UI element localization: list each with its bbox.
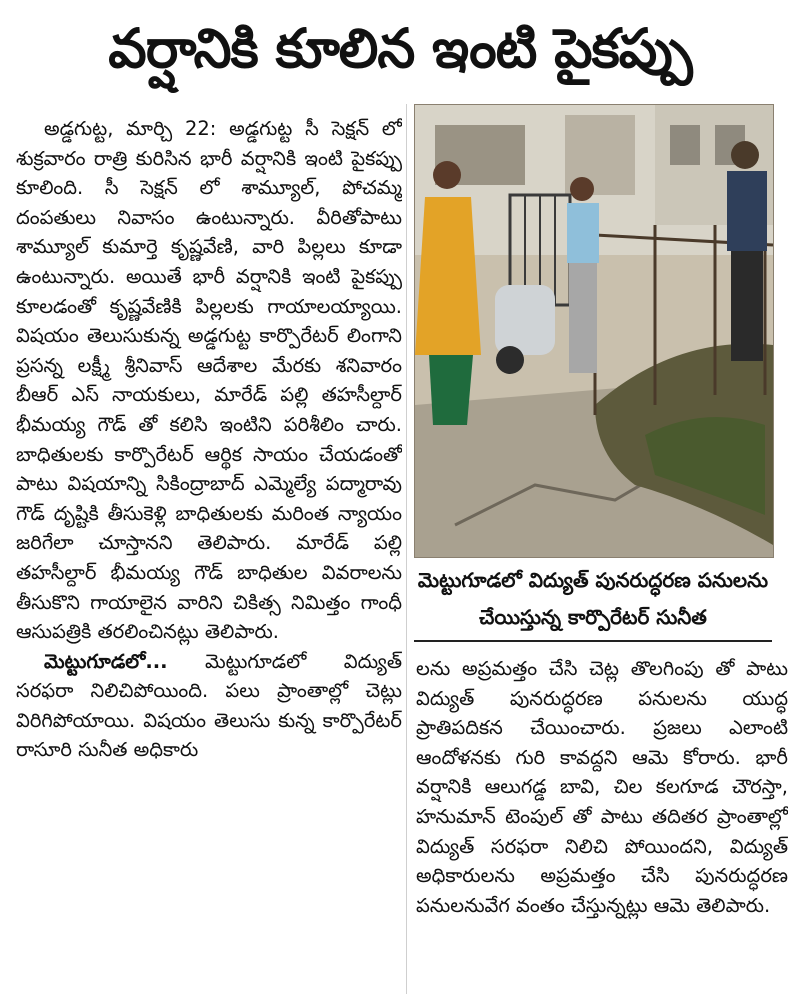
paragraph-2-lead: మెట్టుగూడలో... <box>44 649 168 673</box>
column-divider <box>406 104 407 994</box>
news-photo <box>414 104 774 558</box>
article-paragraph-1: అడ్డగుట్ట, మార్చి 22: అడ్డగుట్ట సీ సెక్షన్ లో శుక్రవారం రాత్రి కురిసిన భారీ వర్షానికి ఇంటి పైకప్పు కూలింది. సీ సెక్షన్ లో శామ్యూల్, పోచమ్మ దంపతులు నివాసం ఉంటున్నారు. వీరితోపాటు శామ్యూల్ కుమార్తె కృష్ణవేణి, వారి పిల్లలు కూడా ఉంటున్నారు. అయితే భారీ వర్షానికి ఇంటి పైకప్పు కూలడంతో కృష్ణవేణికి పిల్లలకు గాయాలయ్యాయి. విషయం తెలుసుకున్న అడ్డగుట్ట కార్పొరేటర్ లింగాని ప్రసన్న లక్ష్మీ శ్రీనివాస్ ఆదేశాల మేరకు శనివారం బీఆర్ ఎస్ నాయకులు, మారేడ్ పల్లి తహసీల్దార్ భీమయ్య గౌడ్ తో కలిసి ఇంటిని పరిశీలిం చారు. బాధితులకు కార్పొరేటర్ ఆర్థిక సాయం చేయడంతో పాటు విషయాన్ని సికింద్రాబాద్ ఎమ్మెల్యే పద్మారావు గౌడ్ దృష్టికి తీసుకెళ్లి బాధితులకు మరింత న్యాయం జరిగేలా చూస్తానని తెలిపారు. మారేడ్ పల్లి తహసీల్దార్ భీమయ్య గౌడ్ బాధితుల వివరాలను తీసుకొని గాయాలైన వారిని చికిత్స నిమిత్తం గాంధీ ఆసుపత్రికి తరలించినట్లు తెలిపారు. <box>16 117 402 644</box>
article-paragraph-2-continued: లను అప్రమత్తం చేసి చెట్ల తొలగింపు తో పాటు విద్యుత్ పునరుద్ధరణ పనులను యుద్ధ ప్రాతిపదికన చేయించారు. ప్రజలు ఎలాంటి ఆందోళనకు గురి కావద్దని ఆమె కోరారు. భారీ వర్షానికి ఆలుగడ్డ బావి, చిల కలగూడ చౌరస్తా, హనుమాన్ టెంపుల్ తో పాటు తదితర ప్రాంతాల్లో విద్యుత్ సరఫరా నిలిచి పోయిందని, విద్యుత్ అధికారులను అప్రమత్తం చేసి పునరుద్ధరణ పనులనువేగ వంతం చేస్తున్నట్లు ఆమె తెలిపారు. <box>416 657 788 917</box>
photo-caption: మెట్టుగూడలో విద్యుత్ పునరుద్ధరణ పనులను చేయిస్తున్న కార్పొరేటర్ సునీత <box>414 562 772 642</box>
paragraph-2-left-text: మెట్టుగూడలో విద్యుత్ సరఫరా నిలిచిపోయింది. పలు ప్రాంతాల్లో చెట్లు విరిగిపోయాయి. విషయం తెలుసు కున్న కార్పొరేటర్ రాసూరి సునీత అధికారు <box>16 649 402 762</box>
article-column-right <box>416 654 788 994</box>
article-column-left <box>16 114 402 994</box>
photo-illustration <box>415 105 773 557</box>
headline: వర్షానికి కూలిన ఇంటి పైకప్పు <box>108 17 692 80</box>
article-paragraph-2 <box>16 647 402 765</box>
